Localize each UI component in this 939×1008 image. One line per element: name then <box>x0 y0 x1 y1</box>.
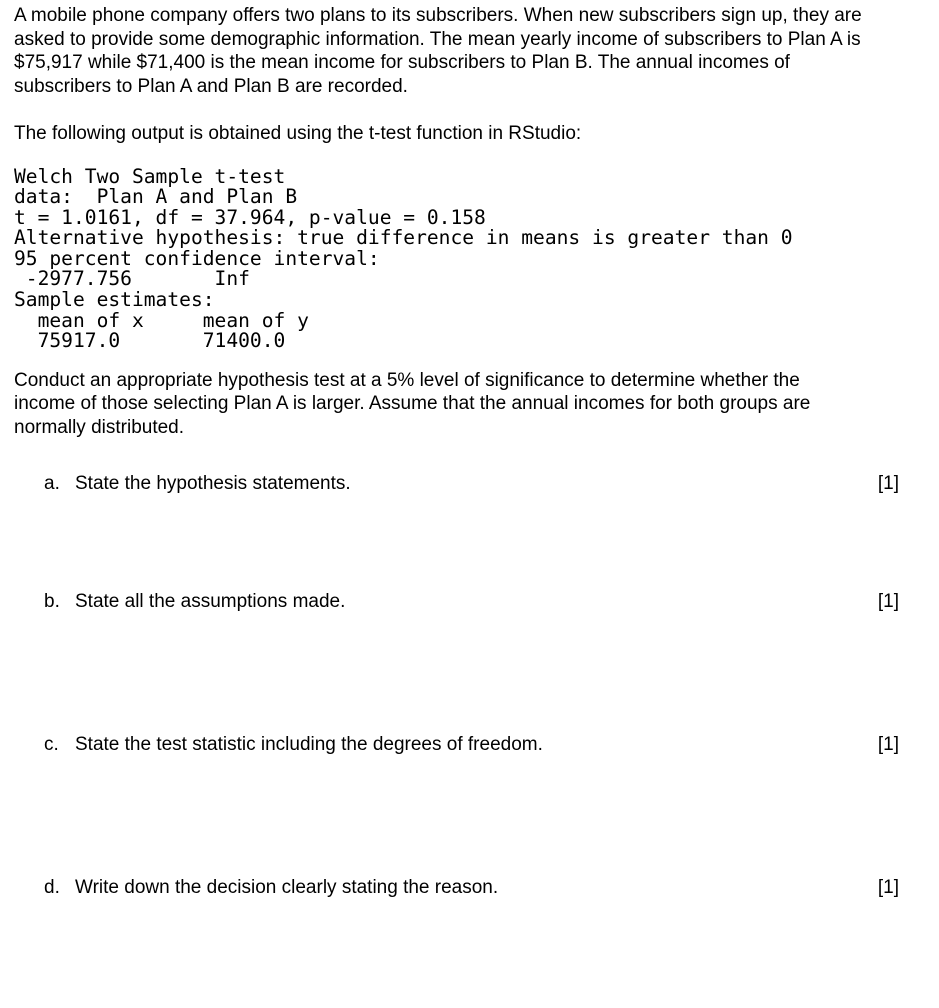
conduct-paragraph <box>14 369 932 440</box>
question-marks: [1] <box>877 473 899 494</box>
intro-line: A mobile phone company offers two plans to its subscribers. When new subscribers sign up, they are <box>14 5 862 26</box>
question-marks: [1] <box>877 877 899 898</box>
r-output-line: 95 percent confidence interval: <box>14 246 380 270</box>
r-output-line: Welch Two Sample t-test <box>14 164 286 188</box>
question-marks: [1] <box>877 734 899 755</box>
question-d <box>44 876 899 899</box>
question-text: Write down the decision clearly stating the reason. <box>75 877 499 898</box>
intro-line: $75,917 while $71,400 is the mean income for subscribers to Plan B. The annual incomes of <box>14 52 790 73</box>
r-output-line: 75917.0 71400.0 <box>14 329 286 353</box>
question-text: State the test statistic including the degrees of freedom. <box>75 734 543 755</box>
rstudio-intro-paragraph: The following output is obtained using the t-test function in RStudio: <box>14 123 582 144</box>
r-output-line: Sample estimates: <box>14 288 215 312</box>
question-document <box>14 4 932 898</box>
r-output-line: t = 1.0161, df = 37.964, p-value = 0.158 <box>14 205 486 229</box>
question-letter: a. <box>44 473 60 494</box>
question-letter: d. <box>44 877 60 898</box>
conduct-line: Conduct an appropriate hypothesis test at a 5% level of significance to determine whether the <box>14 369 800 391</box>
conduct-line: income of those selecting Plan A is larger. Assume that the annual incomes for both groups are <box>14 393 811 415</box>
r-output-line: data: Plan A and Plan B <box>14 185 298 209</box>
intro-line: subscribers to Plan A and Plan B are recorded. <box>14 75 408 97</box>
r-output-line: -2977.756 Inf <box>14 267 250 291</box>
question-text: State all the assumptions made. <box>75 591 346 612</box>
question-letter: c. <box>44 734 59 755</box>
intro-line: asked to provide some demographic information. The mean yearly income of subscribers to Plan A is <box>14 28 861 50</box>
r-output-line: Alternative hypothesis: true difference in means is greater than 0 <box>14 226 793 250</box>
question-marks: [1] <box>877 591 899 612</box>
conduct-line: normally distributed. <box>14 416 185 438</box>
question-letter: b. <box>44 591 60 612</box>
r-output-line: mean of x mean of y <box>14 308 309 332</box>
intro-paragraph <box>14 4 932 98</box>
r-output-block <box>14 164 932 353</box>
question-text: State the hypothesis statements. <box>75 473 351 494</box>
question-a <box>44 472 899 495</box>
question-c <box>44 733 899 756</box>
question-b <box>44 590 899 613</box>
